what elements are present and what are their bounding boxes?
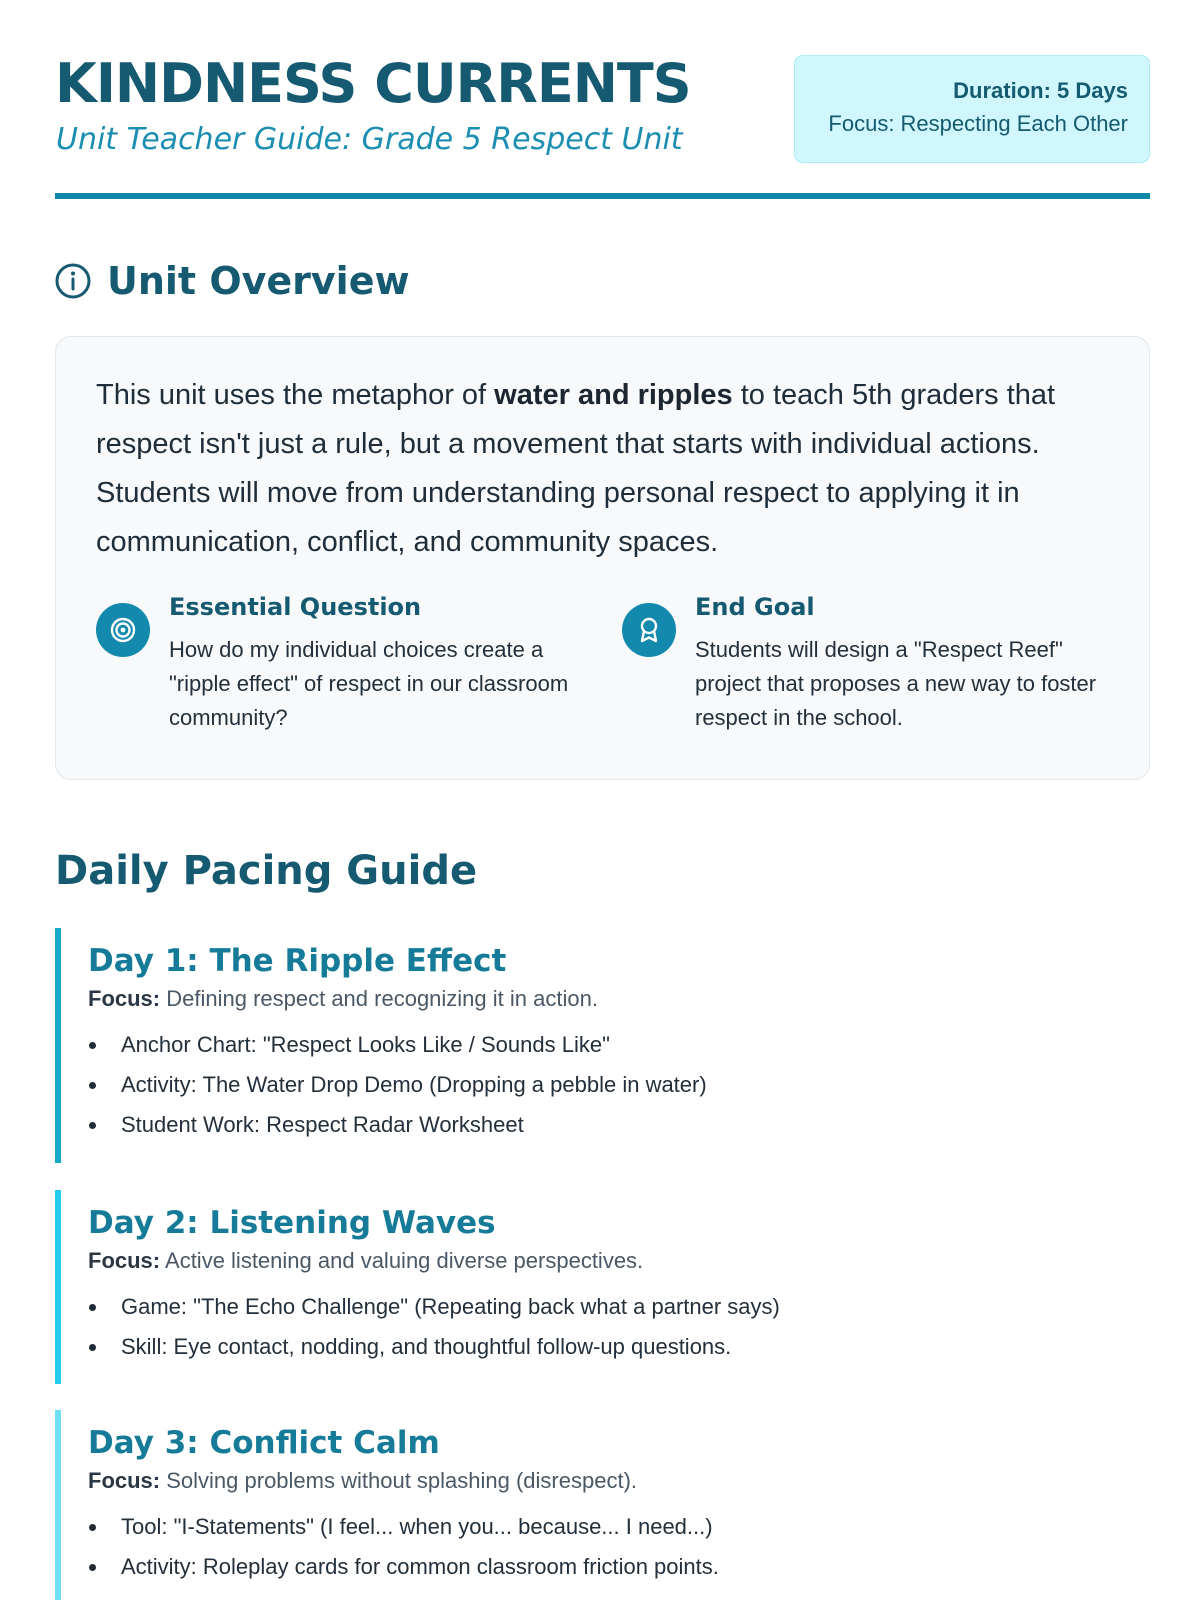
focus-label: Focus: bbox=[88, 986, 161, 1011]
pacing-heading: Daily Pacing Guide bbox=[55, 848, 478, 894]
unit-focus: Focus: Respecting Each Other bbox=[828, 111, 1128, 136]
essential-question-title: Essential Question bbox=[169, 593, 422, 621]
list-item: Anchor Chart: "Respect Looks Like / Sounds Like" bbox=[88, 1025, 1150, 1065]
day-activity-list bbox=[88, 1025, 1150, 1145]
day-title: Day 1: The Ripple Effect bbox=[88, 943, 507, 979]
end-goal-text: Students will design a "Respect Reef" project that proposes a new way to foster respect in the school. bbox=[695, 637, 1097, 730]
overview-heading bbox=[55, 255, 410, 307]
focus-text: Active listening and valuing diverse perspectives. bbox=[160, 1248, 644, 1273]
list-item: Student Work: Respect Radar Worksheet bbox=[88, 1105, 1150, 1145]
day-activity-list bbox=[88, 1287, 1150, 1367]
award-icon bbox=[622, 603, 676, 657]
day-title: Day 3: Conflict Calm bbox=[88, 1425, 440, 1461]
unit-meta-box bbox=[794, 55, 1150, 163]
day-accent-bar bbox=[55, 1410, 61, 1600]
overview-description bbox=[96, 371, 1116, 567]
overview-text-before: This unit uses the metaphor of bbox=[96, 379, 495, 411]
day-activity-list bbox=[88, 1507, 1150, 1587]
day-focus bbox=[88, 1465, 1150, 1497]
page-header bbox=[55, 50, 1150, 200]
list-item: Activity: The Water Drop Demo (Dropping a pebble in water) bbox=[88, 1065, 1150, 1105]
overview-title: Unit Overview bbox=[107, 259, 410, 303]
end-goal-title: End Goal bbox=[695, 593, 815, 621]
day-accent-bar bbox=[55, 1190, 61, 1384]
list-item: Skill: Eye contact, nodding, and thoughtful follow-up questions. bbox=[88, 1327, 1150, 1367]
day-title: Day 2: Listening Waves bbox=[88, 1205, 496, 1241]
info-icon bbox=[55, 263, 91, 299]
list-item: Game: "The Echo Challenge" (Repeating back what a partner says) bbox=[88, 1287, 1150, 1327]
overview-text-bold: water and ripples bbox=[494, 379, 733, 411]
focus-label: Focus: bbox=[88, 1248, 161, 1273]
focus-label: Focus: bbox=[88, 1468, 161, 1493]
day-card-3 bbox=[55, 1410, 1150, 1600]
essential-question-text: How do my individual choices create a "ripple effect" of respect in our classroom community? bbox=[169, 637, 569, 730]
day-focus bbox=[88, 983, 1150, 1015]
target-icon bbox=[96, 603, 150, 657]
header-divider bbox=[55, 193, 1150, 199]
focus-text: Solving problems without splashing (disrespect). bbox=[160, 1468, 638, 1493]
list-item: Tool: "I-Statements" (I feel... when you... because... I need...) bbox=[88, 1507, 1150, 1547]
day-card-2 bbox=[55, 1190, 1150, 1384]
overview-card bbox=[55, 336, 1150, 780]
page-subtitle: Unit Teacher Guide: Grade 5 Respect Unit bbox=[56, 122, 683, 157]
overview-text-after: to teach 5th graders that respect isn't just a rule, but a movement that starts with individual actions. Students will move from understanding personal respect to applying it in communication, conflict, and community spaces. bbox=[96, 379, 1056, 558]
day-accent-bar bbox=[55, 928, 61, 1163]
day-focus bbox=[88, 1245, 1150, 1277]
focus-text: Defining respect and recognizing it in action. bbox=[160, 986, 598, 1011]
unit-duration: Duration: 5 Days bbox=[953, 78, 1128, 103]
day-card-1 bbox=[55, 928, 1150, 1163]
page-title: KINDNESS CURRENTS bbox=[55, 52, 691, 115]
list-item: Activity: Roleplay cards for common classroom friction points. bbox=[88, 1547, 1150, 1587]
